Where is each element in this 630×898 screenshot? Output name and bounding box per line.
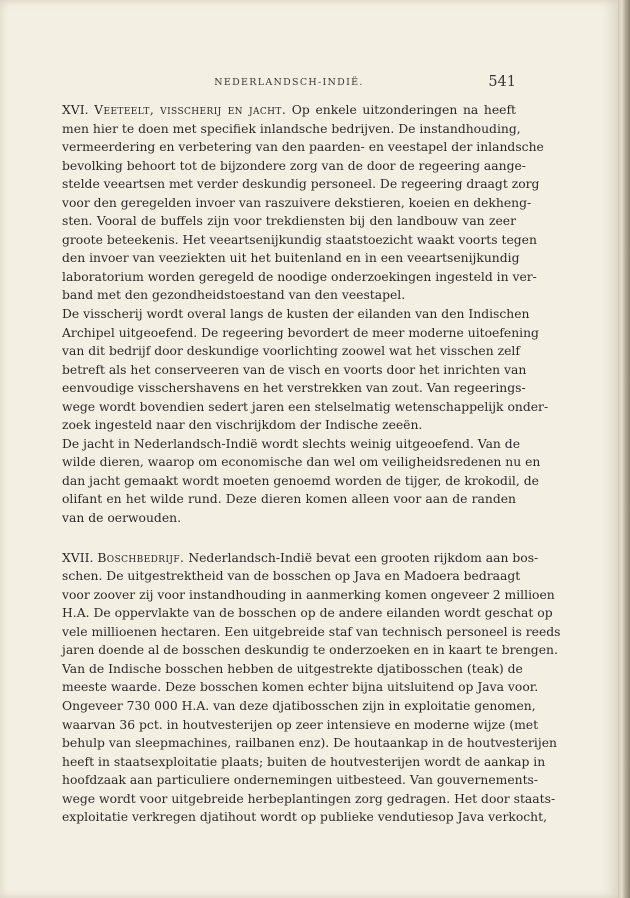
text-line: groote beteekenis. Het veeartsenijkundig staatstoezicht waakt voorts tegen xyxy=(62,232,537,247)
text-line: wege wordt bovendien sedert jaren een stelselmatig wetenschappelijk onder- xyxy=(62,399,549,414)
text-line: olifant en het wilde rund. Deze dieren komen alleen voor aan de randen xyxy=(62,492,516,507)
text-line: vele millioenen hectaren. Een uitgebreide staf van technisch personeel is reeds xyxy=(62,624,561,639)
text-line: band met den gezondheidstoestand van den veestapel. xyxy=(62,288,406,303)
text-line: jaren doende al de bosschen deskundig te onderzoeken en in kaart te brengen. xyxy=(62,643,558,658)
text-line: Archipel uitgeoefend. De regeering bevordert de meer moderne uitoefening xyxy=(62,325,539,340)
text-line: schen. De uitgestrektheid van de bosschen op Java en Madoera bedraagt xyxy=(62,569,521,584)
text-line: exploitatie verkregen djatihout wordt op publieke vendutiesop Java verkocht, xyxy=(62,810,547,825)
text-line: eenvoudige visschershavens en het verstrekken van zout. Van regeerings- xyxy=(62,381,526,396)
page-edge xyxy=(618,0,630,898)
text-line: De jacht in Nederlandsch-Indië wordt slechts weinig uitgeoefend. Van de xyxy=(62,436,521,451)
section-number: XVI. xyxy=(62,103,89,117)
text-line: H.A. De oppervlakte van de bosschen op de andere eilanden wordt geschat op xyxy=(62,606,553,621)
text-line: waarvan 36 pct. in houtvesterijen op zeer intensieve en moderne wijze (met xyxy=(62,717,539,732)
text-line: vermeerdering en verbetering van den paarden- en veestapel der inlandsche xyxy=(62,140,544,155)
page-header xyxy=(62,74,516,94)
body-text xyxy=(62,101,561,827)
text-line: hoofdzaak aan particuliere ondernemingen uitbesteed. Van gouvernements- xyxy=(62,773,539,788)
text-line: Ongeveer 730 000 H.A. van deze djatibosschen zijn in exploitatie genomen, xyxy=(62,698,536,713)
text-line: voor zoover zij voor instandhouding in aanmerking komen ongeveer 2 millioen xyxy=(62,587,555,602)
section-xvi xyxy=(62,101,549,528)
section-spacer xyxy=(62,528,516,549)
running-title: NEDERLANDSCH-INDIË. xyxy=(214,77,364,88)
page-number: 541 xyxy=(488,74,516,90)
text-line: van de oerwouden. xyxy=(62,511,182,526)
section-heading: Veeteelt, visscherij en jacht. xyxy=(94,103,287,117)
text-line: XVI. Veeteelt, visscherij en jacht. Op enkele uitzonderingen na heeft xyxy=(62,103,516,117)
text-line: wilde dieren, waarop om economische dan wel om veiligheidsredenen nu en xyxy=(62,455,541,470)
text-line: bevolking behoort tot de bijzondere zorg van de door de regeering aange- xyxy=(62,158,526,173)
text-line: sten. Vooral de buffels zijn voor trekdiensten bij den landbouw van zeer xyxy=(62,214,516,229)
text-line: laboratorium worden geregeld de noodige onderzoekingen ingesteld in ver- xyxy=(62,269,537,284)
text-line: stelde veeartsen met verder deskundig personeel. De regeering draagt zorg xyxy=(62,177,540,192)
text-line: van dit bedrijf door deskundige voorlichting zoowel wat het visschen zelf xyxy=(62,344,520,359)
text-line: behulp van sleepmachines, railbanen enz). De houtaankap in de houtvesterijen xyxy=(62,736,557,751)
text-line: meeste waarde. Deze bosschen komen echter bijna uitsluitend op Java voor. xyxy=(62,680,539,695)
text-line: XVII. Boschbedrijf. Nederlandsch-Indië bevat een grooten rijkdom aan bos- xyxy=(62,550,539,565)
text-line: zoek ingesteld naar den vischrijkdom der Indische zeeën. xyxy=(62,418,423,433)
text-line: den invoer van veeziekten uit het buitenland en in een veeartsenijkundig xyxy=(62,251,520,266)
text-line: betreft als het conserveeren van de visch en voorts door het inrichten van xyxy=(62,362,527,377)
text-line: wege wordt voor uitgebreide herbeplantingen zorg gedragen. Het door staats- xyxy=(62,791,556,806)
text-line: dan jacht gemaakt wordt moeten genoemd worden de tijger, de krokodil, de xyxy=(62,473,539,488)
text-line: De visscherij wordt overal langs de kusten der eilanden van den Indischen xyxy=(62,307,530,322)
text-line: voor den geregelden invoer van raszuivere dekstieren, koeien en dekheng- xyxy=(62,195,532,210)
text-line: heeft in staatsexploitatie plaats; buiten de houtvesterijen wordt de aankap in xyxy=(62,754,546,769)
text-line: men hier te doen met specifiek inlandsche bedrijven. De instandhouding, xyxy=(62,121,521,136)
section-xvii xyxy=(62,549,561,827)
section-heading: Boschbedrijf. xyxy=(97,550,185,565)
text-line: Van de Indische bosschen hebben de uitgestrekte djatibosschen (teak) de xyxy=(62,661,523,676)
section-number: XVII. xyxy=(62,550,94,565)
